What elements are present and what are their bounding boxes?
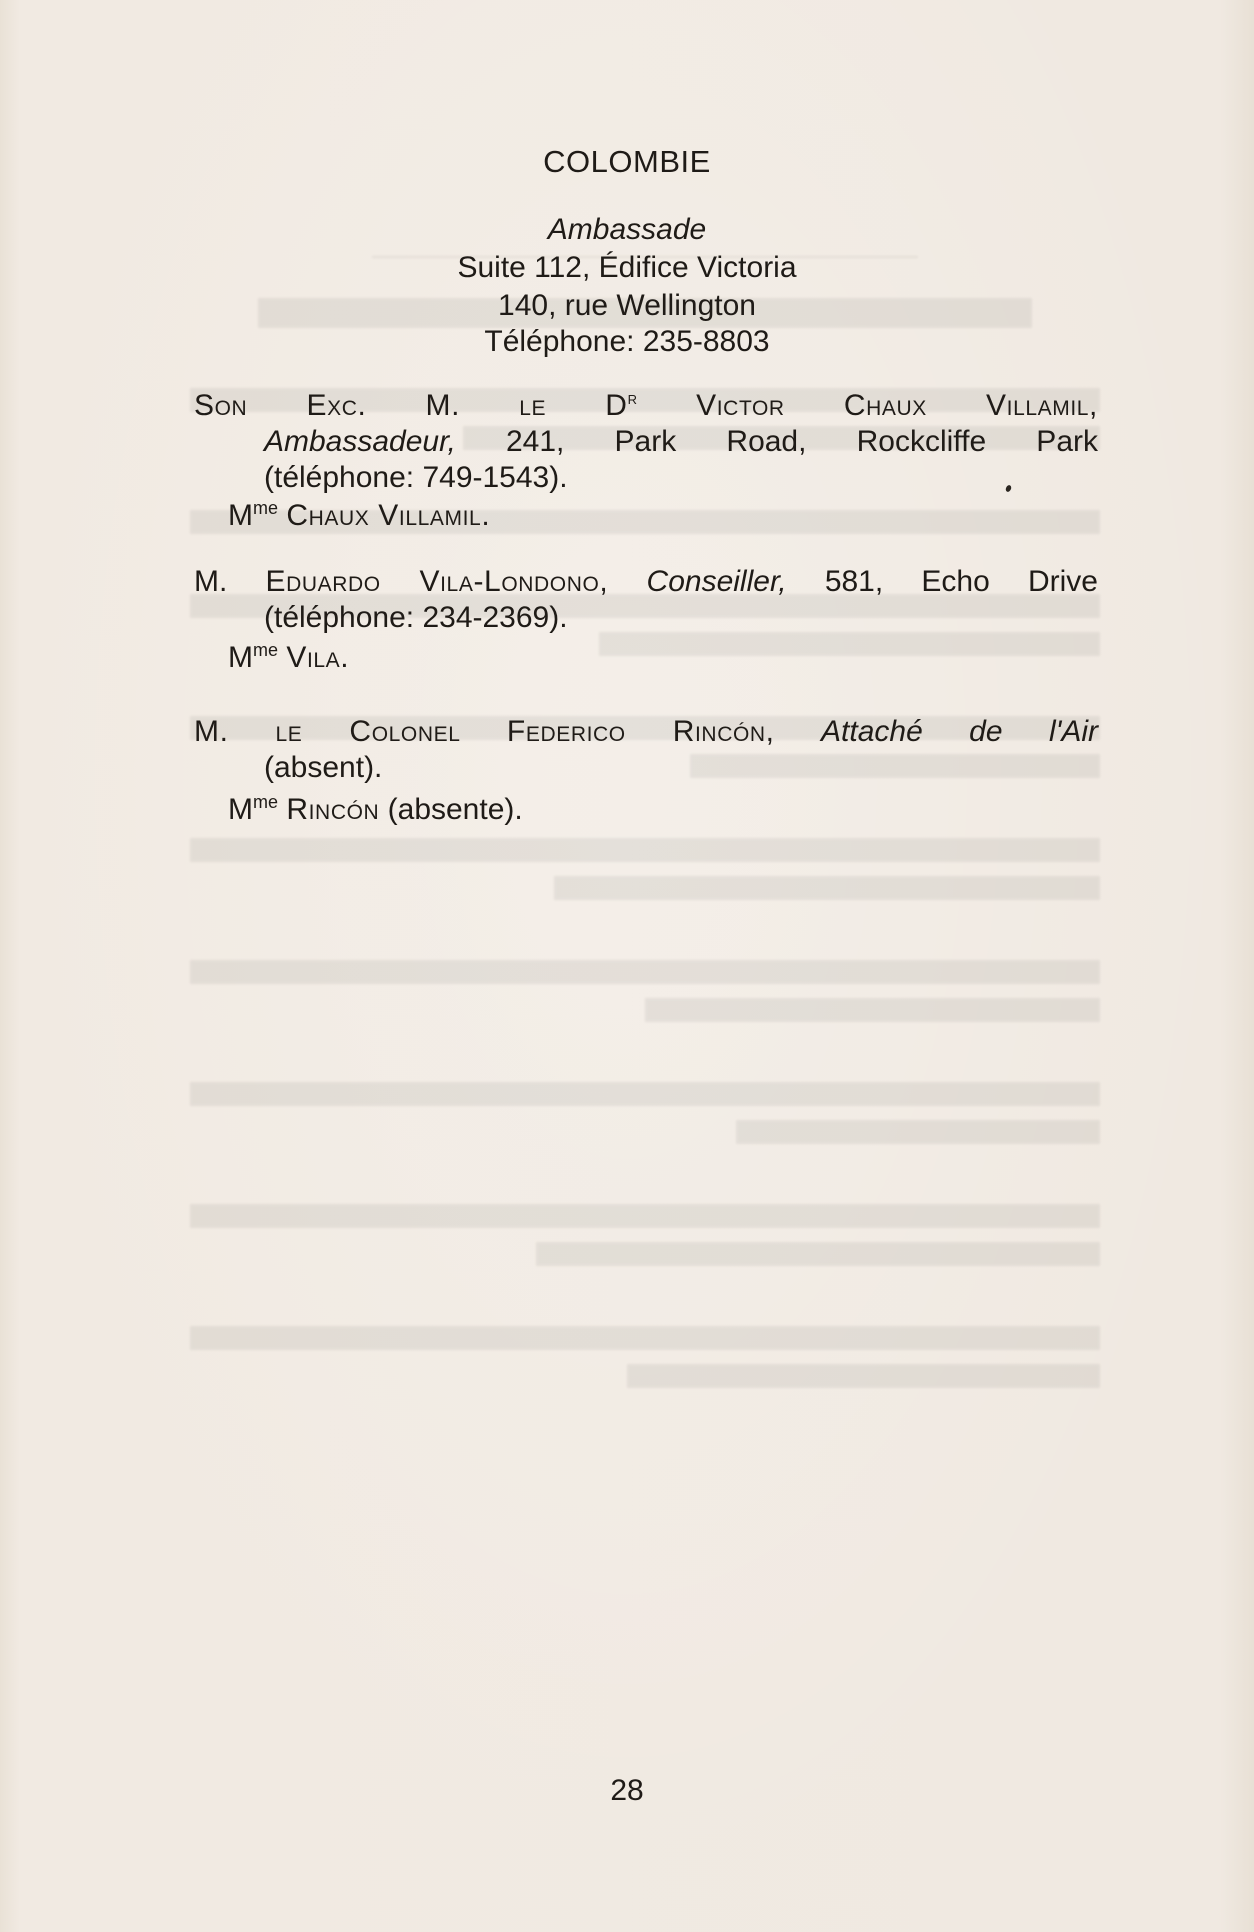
entry-name: Victor Chaux Villamil, bbox=[696, 389, 1098, 422]
spouse-ambassador bbox=[228, 498, 490, 534]
address-line-1: Suite 112, Édifice Victoria bbox=[457, 251, 797, 284]
entry-role: Ambassadeur, bbox=[264, 425, 456, 458]
entry-title-sup: r bbox=[627, 388, 638, 408]
spouse-prefix-sup: me bbox=[253, 792, 279, 812]
entry-status: (absent). bbox=[264, 751, 383, 784]
spouse-note: (absente). bbox=[387, 793, 523, 826]
mission-type: Ambassade bbox=[547, 213, 707, 246]
spouse-air-attache bbox=[228, 792, 523, 828]
spouse-prefix-sup: me bbox=[253, 498, 279, 518]
entry-name: Federico Rincón, bbox=[506, 715, 775, 748]
entry-phone: (téléphone: 234-2369). bbox=[264, 601, 568, 634]
entry-role: Attaché de l'Air bbox=[821, 715, 1099, 748]
entry-ambassador-line-2 bbox=[194, 424, 1098, 460]
entry-role: Conseiller, bbox=[646, 565, 787, 598]
spouse-name: Rincón bbox=[286, 793, 380, 826]
spouse-name: Chaux Villamil. bbox=[286, 499, 491, 532]
spouse-prefix-sup: me bbox=[253, 640, 279, 660]
entry-air-attache-line-1 bbox=[194, 714, 1098, 750]
spouse-prefix: M bbox=[228, 641, 253, 674]
spouse-name: Vila. bbox=[286, 641, 350, 674]
spouse-counsellor bbox=[228, 640, 349, 676]
country-heading: COLOMBIE bbox=[543, 144, 711, 179]
entry-title: Son Exc. M. le D bbox=[194, 389, 628, 422]
phone-line: Téléphone: 235-8803 bbox=[484, 325, 770, 358]
entry-phone: (téléphone: 749-1543). bbox=[264, 461, 568, 494]
entry-counsellor bbox=[194, 564, 1098, 636]
entry-address: 581, Echo Drive bbox=[824, 565, 1098, 598]
page-number: 28 bbox=[610, 1774, 644, 1807]
entry-ambassador-line-1 bbox=[194, 388, 1098, 424]
entry-title: M. le Colonel bbox=[194, 715, 461, 748]
address-line-2: 140, rue Wellington bbox=[498, 289, 756, 322]
entry-ambassador bbox=[194, 388, 1098, 496]
entry-address: 241, Park Road, Rockcliffe Park bbox=[505, 425, 1098, 458]
entry-counsellor-line-1 bbox=[194, 564, 1098, 600]
entry-title: M. bbox=[194, 565, 228, 598]
spouse-prefix: M bbox=[228, 499, 253, 532]
entry-name: Eduardo Vila-Londono, bbox=[265, 565, 609, 598]
entry-air-attache bbox=[194, 714, 1098, 786]
spouse-prefix: M bbox=[228, 793, 253, 826]
